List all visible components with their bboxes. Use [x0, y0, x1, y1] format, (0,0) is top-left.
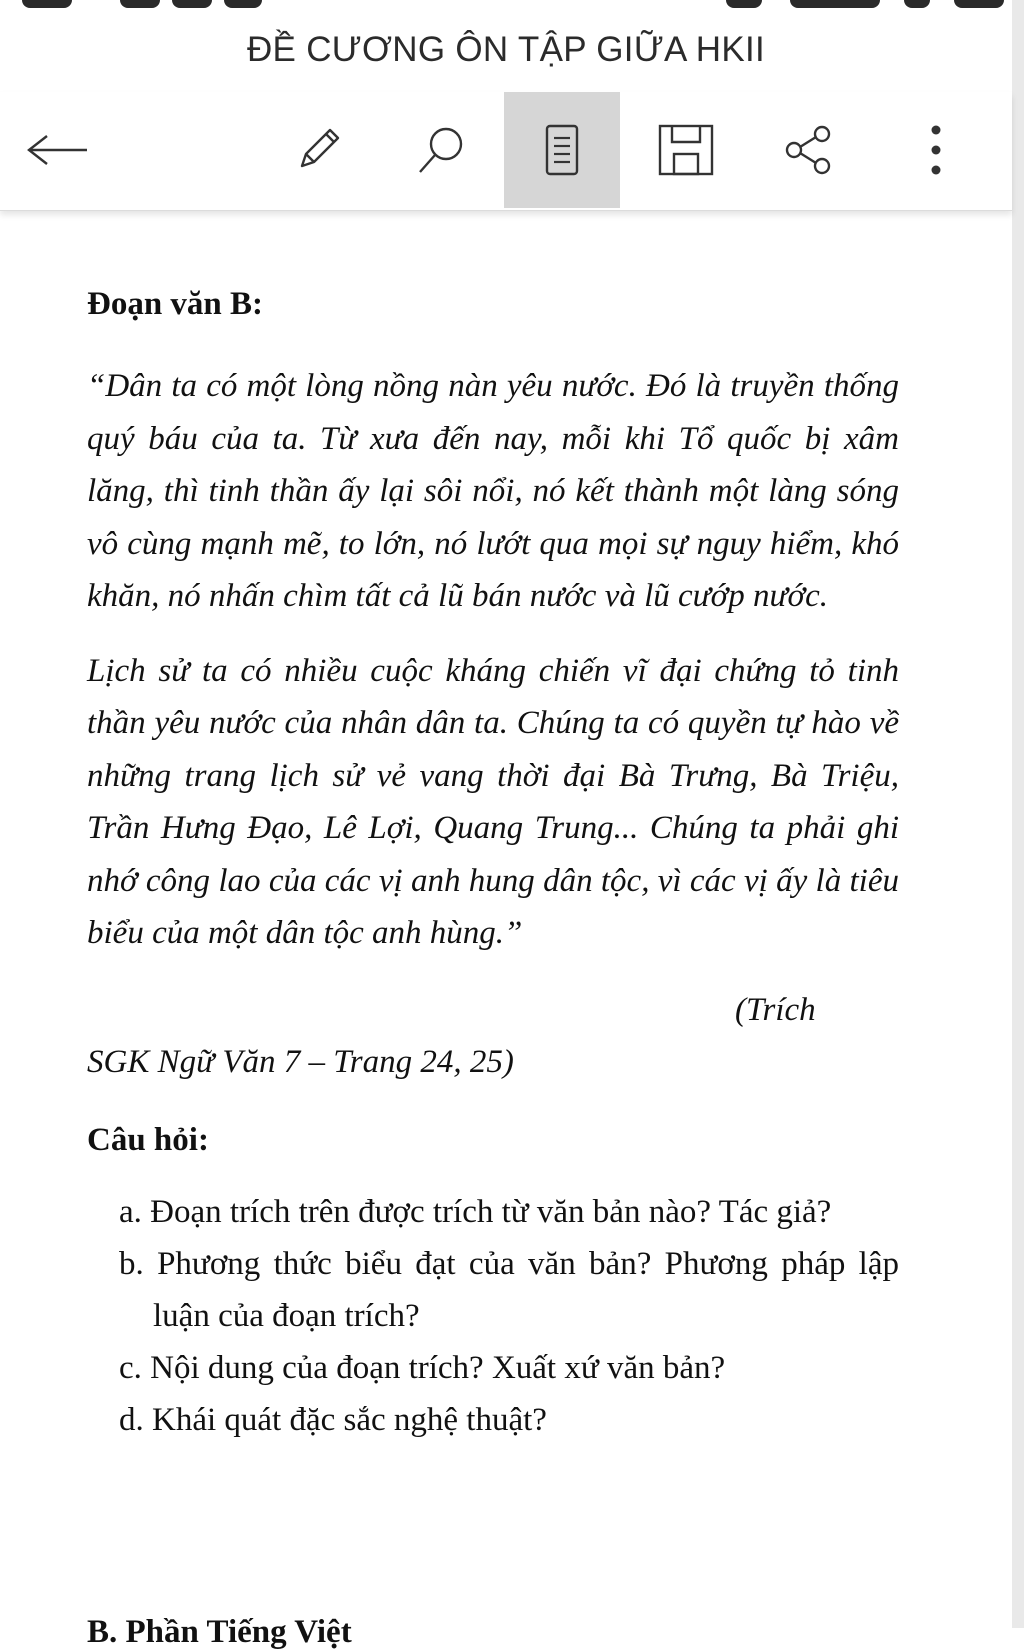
search-button[interactable] — [384, 92, 500, 208]
source-citation-end: SGK Ngữ Văn 7 – Trang 24, 25) — [87, 1043, 514, 1080]
next-section-heading-partial — [87, 1612, 427, 1650]
search-icon — [412, 120, 472, 180]
status-bar-fragment — [904, 0, 930, 8]
share-button[interactable] — [750, 92, 866, 208]
toolbar — [0, 92, 1012, 211]
document-title: ĐỀ CƯƠNG ÔN TẬP GIỮA HKII — [246, 30, 766, 69]
questions-heading: Câu hỏi: — [87, 1121, 209, 1158]
back-button[interactable] — [0, 92, 116, 208]
status-bar-fragment — [22, 0, 72, 8]
status-bar-fragment — [172, 0, 212, 8]
edit-button[interactable] — [260, 92, 376, 208]
status-bar-fragment — [726, 0, 762, 8]
question-item: b. Phương thức biểu đạt của văn bản? Phương pháp lập luận của đoạn trích? — [119, 1245, 899, 1334]
status-bar-fragment — [790, 0, 880, 8]
question-item: a. Đoạn trích trên được trích từ văn bản nào? Tác giả? — [119, 1193, 832, 1230]
section-heading: Đoạn văn B: — [87, 286, 264, 322]
pencil-icon — [288, 120, 348, 180]
next-section-heading-text: B. Phần Tiếng Việt — [87, 1614, 352, 1650]
save-button[interactable] — [628, 92, 744, 208]
status-bar — [0, 0, 1012, 10]
questions-list — [87, 1186, 899, 1446]
document-page — [87, 282, 899, 1446]
reading-mode-button[interactable] — [504, 92, 620, 208]
question-item: c. Nội dung của đoạn trích? Xuất xứ văn bản? — [119, 1349, 726, 1386]
reading-mode-icon — [542, 123, 582, 177]
more-vertical-icon — [926, 120, 946, 180]
question-item: d. Khái quát đặc sắc nghệ thuật? — [119, 1401, 547, 1438]
status-bar-fragment — [224, 0, 262, 8]
more-options-button[interactable] — [878, 92, 994, 208]
status-bar-fragment — [120, 0, 160, 8]
arrow-left-icon — [23, 130, 93, 170]
quote-paragraph-1: “Dân ta có một lòng nồng nàn yêu nước. Đó là truyền thống quý báu của ta. Từ xưa đến nay, mỗi khi Tổ quốc bị xâm lăng, thì tinh thần ấy lại sôi nổi, nó kết thành một làng sóng vô cùng mạnh mẽ, to lớn, nó lướt qua mọi sự nguy hiểm, khó khăn, nó nhấn chìm tất cả lũ bán nước và lũ cướp nước. — [87, 368, 899, 614]
status-bar-fragment — [954, 0, 1004, 8]
share-icon — [778, 120, 838, 180]
quote-paragraph-2: Lịch sử ta có nhiều cuộc kháng chiến vĩ đại chứng tỏ tinh thần yêu nước của nhân dân ta. Chúng ta có quyền tự hào về những trang lịch sử vẻ vang thời đại Bà Trưng, Bà Triệu, Trần Hưng Đạo, Lê Lợi, Quang Trung... Chúng ta phải ghi nhớ công lao của các vị anh hung dân tộc, vì các vị ấy là tiêu biểu của một dân tộc anh hùng.” — [87, 652, 899, 951]
floppy-disk-icon — [656, 122, 716, 178]
scroll-track[interactable] — [1012, 0, 1024, 1628]
source-citation-start: (Trích — [735, 991, 816, 1028]
